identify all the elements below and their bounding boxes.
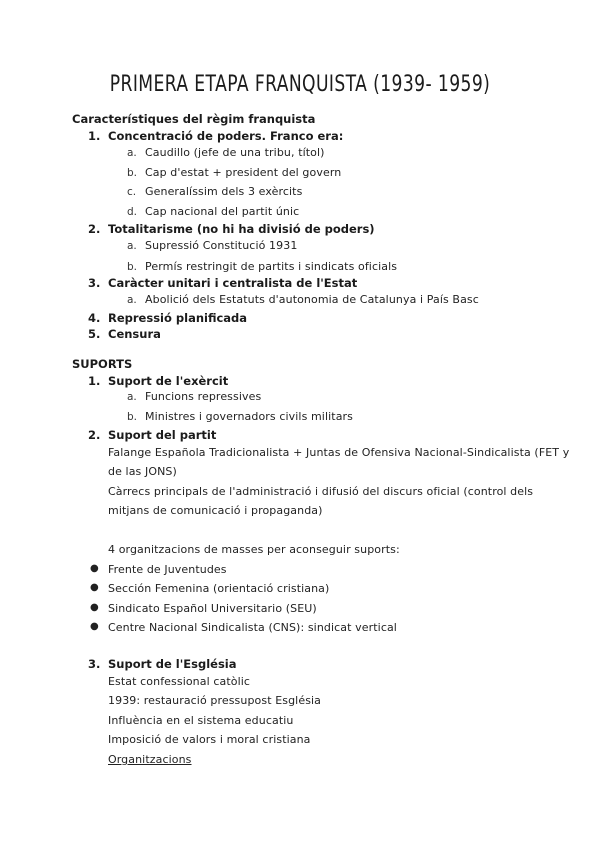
sub-text: Cap d'estat + president del govern bbox=[145, 166, 342, 179]
item-number: 1. bbox=[88, 129, 101, 143]
item-label: Suport de l'exèrcit bbox=[108, 374, 229, 388]
sub-letter: b. bbox=[127, 167, 138, 179]
sub-letter: a. bbox=[127, 294, 137, 306]
item-number: 2. bbox=[88, 222, 101, 236]
sub-letter: b. bbox=[127, 261, 138, 273]
sub-letter: a. bbox=[127, 391, 137, 403]
bullet-dot: ● bbox=[90, 582, 99, 593]
item-label: Caràcter unitari i centralista de l'Estat bbox=[108, 276, 358, 290]
sub-text: Ministres i governadors civils militars bbox=[145, 410, 353, 423]
body-line: mitjans de comunicació i propaganda) bbox=[108, 504, 323, 517]
section-heading-caracteristiques: Característiques del règim franquista bbox=[72, 112, 316, 126]
sub-text: Caudillo (jefe de una tribu, títol) bbox=[145, 146, 325, 159]
sub-letter: d. bbox=[127, 206, 138, 218]
body-line: Imposició de valors i moral cristiana bbox=[108, 733, 311, 746]
sub-text: Cap nacional del partit únic bbox=[145, 205, 300, 218]
sub-text: Funcions repressives bbox=[145, 390, 262, 403]
body-line: Estat confessional catòlic bbox=[108, 675, 251, 688]
body-line: Càrrecs principals de l'administració i difusió del discurs oficial (control dels bbox=[108, 485, 534, 498]
underlined-subheading: Organitzacions bbox=[108, 753, 192, 766]
bullet-dot: ● bbox=[90, 621, 99, 632]
bullet-text: Sección Femenina (orientació cristiana) bbox=[108, 582, 330, 595]
bullet-dot: ● bbox=[90, 602, 99, 613]
bullet-dot: ● bbox=[90, 563, 99, 574]
sub-letter: a. bbox=[127, 147, 137, 159]
bullet-text: Centre Nacional Sindicalista (CNS): sindicat vertical bbox=[108, 621, 397, 634]
body-line: Influència en el sistema educatiu bbox=[108, 714, 294, 727]
bullet-text: Sindicato Español Universitario (SEU) bbox=[108, 602, 317, 615]
section-heading-suports: SUPORTS bbox=[72, 357, 133, 371]
item-label: Repressió planificada bbox=[108, 311, 248, 325]
item-number: 4. bbox=[88, 311, 101, 325]
item-number: 3. bbox=[88, 276, 101, 290]
body-line: Falange Española Tradicionalista + Juntas de Ofensiva Nacional-Sindicalista (FET y bbox=[108, 446, 570, 459]
page-title: PRIMERA ETAPA FRANQUISTA (1939- 1959) bbox=[109, 72, 491, 97]
item-label: Concentració de poders. Franco era: bbox=[108, 129, 344, 143]
item-label: Suport del partit bbox=[108, 428, 217, 442]
sub-text: Permís restringit de partits i sindicats oficials bbox=[145, 260, 398, 273]
sub-text: Supressió Constitució 1931 bbox=[145, 239, 298, 252]
item-label: Suport de l'Església bbox=[108, 657, 237, 671]
sub-letter: a. bbox=[127, 240, 137, 252]
item-number: 1. bbox=[88, 374, 101, 388]
sub-text: Generalíssim dels 3 exèrcits bbox=[145, 185, 303, 198]
item-label: Censura bbox=[108, 327, 161, 341]
item-number: 5. bbox=[88, 327, 101, 341]
body-line: 1939: restauració pressupost Església bbox=[108, 694, 322, 707]
item-number: 2. bbox=[88, 428, 101, 442]
sub-text: Abolició dels Estatuts d'autonomia de Catalunya i País Basc bbox=[145, 293, 479, 306]
item-number: 3. bbox=[88, 657, 101, 671]
bullet-text: Frente de Juventudes bbox=[108, 563, 227, 576]
sub-letter: c. bbox=[127, 186, 137, 198]
body-line: de las JONS) bbox=[108, 465, 177, 478]
item-label: Totalitarisme (no hi ha divisió de poders) bbox=[108, 222, 375, 236]
sub-letter: b. bbox=[127, 411, 138, 423]
body-line: 4 organitzacions de masses per aconseguir suports: bbox=[108, 543, 400, 556]
